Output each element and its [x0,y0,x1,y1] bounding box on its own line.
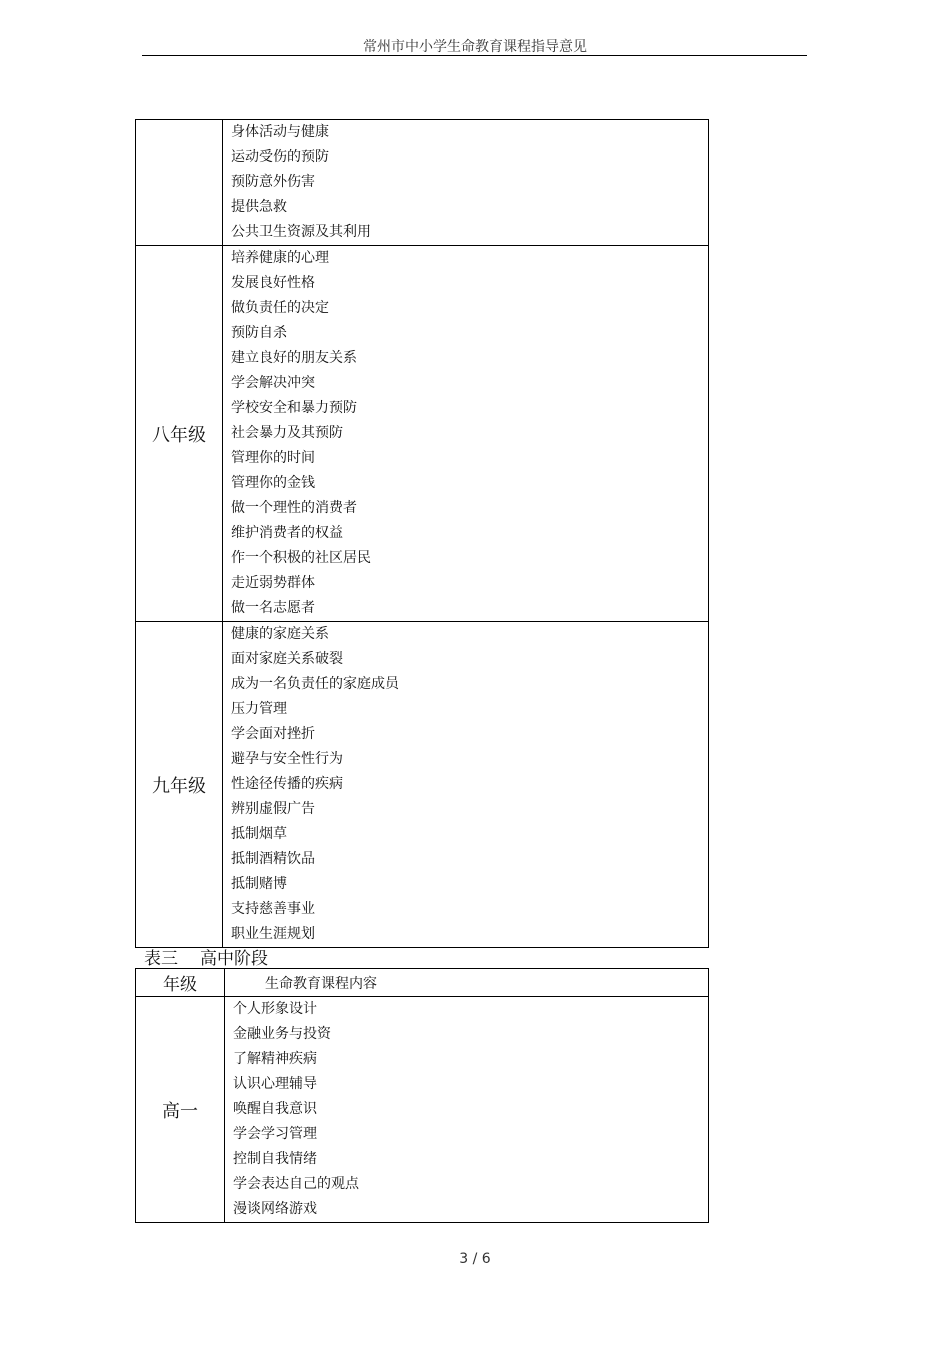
page-number: 3 / 6 [459,1251,491,1267]
table-caption-title: 高中阶段 [200,949,268,969]
list-item: 学会解决冲突 [231,375,315,391]
grade-cell: 九年级 [136,622,223,948]
list-item: 职业生涯规划 [231,926,315,942]
column-header-grade: 年级 [136,969,225,997]
list-item: 维护消费者的权益 [231,525,343,541]
column-header-content: 生命教育课程内容 [225,969,709,997]
list-item: 预防自杀 [231,325,287,341]
list-item: 管理你的时间 [231,450,315,466]
content-cell [223,120,709,246]
table-row [136,997,709,1223]
list-item: 学校安全和暴力预防 [231,400,357,416]
list-item: 发展良好性格 [231,275,315,291]
list-item: 做一名志愿者 [231,600,315,616]
curriculum-table-continued [135,119,709,948]
table-row [136,246,709,622]
list-item: 身体活动与健康 [231,124,329,140]
list-item: 学会表达自己的观点 [233,1176,359,1192]
list-item: 公共卫生资源及其利用 [231,224,371,240]
list-item: 唤醒自我意识 [233,1101,317,1117]
table-caption-label: 表三 [144,949,178,969]
list-item: 预防意外伤害 [231,174,315,190]
list-item: 建立良好的朋友关系 [231,350,357,366]
list-item: 运动受伤的预防 [231,149,329,165]
list-item: 做一个理性的消费者 [231,500,357,516]
list-item: 个人形象设计 [233,1001,317,1017]
list-item: 漫谈网络游戏 [233,1201,317,1217]
list-item: 抵制赌博 [231,876,287,892]
list-item: 管理你的金钱 [231,475,315,491]
list-item: 抵制烟草 [231,826,287,842]
list-item: 性途径传播的疾病 [231,776,343,792]
list-item: 辨别虚假广告 [231,801,315,817]
table-row [136,120,709,246]
list-item: 成为一名负责任的家庭成员 [231,676,399,692]
grade-cell: 高一 [136,997,225,1223]
table-header-row [136,969,709,997]
list-item: 培养健康的心理 [231,250,329,266]
list-item: 面对家庭关系破裂 [231,651,343,667]
list-item: 支持慈善事业 [231,901,315,917]
table-row [136,622,709,948]
content-cell [223,622,709,948]
list-item: 避孕与安全性行为 [231,751,343,767]
list-item: 抵制酒精饮品 [231,851,315,867]
list-item: 健康的家庭关系 [231,626,329,642]
list-item: 提供急救 [231,199,287,215]
list-item: 控制自我情绪 [233,1151,317,1167]
list-item: 了解精神疾病 [233,1051,317,1067]
content-cell [223,246,709,622]
table-caption [144,944,290,969]
list-item: 走近弱势群体 [231,575,315,591]
list-item: 学会学习管理 [233,1126,317,1142]
grade-cell [136,120,223,246]
list-item: 学会面对挫折 [231,726,315,742]
grade-cell: 八年级 [136,246,223,622]
curriculum-table-high-school [135,968,709,1223]
content-cell [225,997,709,1223]
list-item: 认识心理辅导 [233,1076,317,1092]
list-item: 金融业务与投资 [233,1026,331,1042]
list-item: 压力管理 [231,701,287,717]
list-item: 社会暴力及其预防 [231,425,343,441]
header-rule [142,55,807,56]
list-item: 作一个积极的社区居民 [231,550,371,566]
list-item: 做负责任的决定 [231,300,329,316]
page-header-title: 常州市中小学生命教育课程指导意见 [363,39,587,55]
